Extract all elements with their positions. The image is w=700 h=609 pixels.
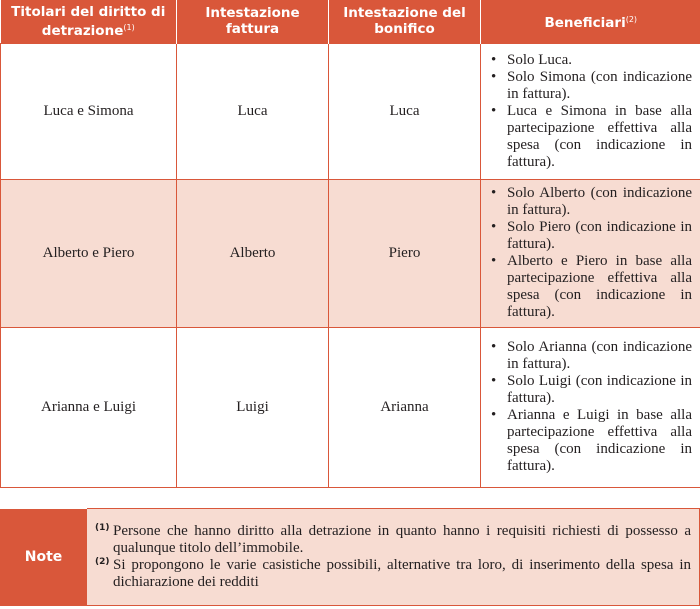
list-item: • Solo Luigi (con indicazione in fattura). [487,373,692,407]
list-item: • Solo Arianna (con indicazione in fattura). [487,339,692,373]
list-item: • Arianna e Luigi in base alla partecipazione effettiva alla spesa (con indicazione in fattura). [487,407,692,475]
beneficiari-list [487,185,692,321]
list-item: • Luca e Simona in base alla partecipazione effettiva alla spesa (con indicazione in fattura). [487,103,692,171]
cell-beneficiari [481,179,700,327]
list-item: • Solo Piero (con indicazione in fattura). [487,219,692,253]
cell-fattura: Luca [177,43,329,179]
cell-titolari: Luca e Simona [1,43,177,179]
cell-bonifico: Arianna [329,327,481,487]
footnote-ref-1: (1) [123,22,135,32]
cell-titolari: Arianna e Luigi [1,327,177,487]
header-titolari-label: Titolari del diritto di detrazione [11,3,166,39]
notes-box [0,508,700,606]
list-item: • Solo Luca. [487,52,692,69]
header-titolari [1,0,177,43]
note-item-1 [95,523,691,557]
footnote-ref-2: (2) [625,14,638,24]
note-item-2 [95,557,691,591]
notes-label: Note [0,509,87,606]
note-text-1: Persone che hanno diritto alla detrazione in quanto hanno i requisiti richiesti di possesso a qualunque titolo dell’immobile. [113,523,691,556]
beneficiari-list [487,339,692,475]
table-row [1,327,700,487]
cell-bonifico: Piero [329,179,481,327]
beneficiari-list [487,52,692,171]
table-row [1,43,700,179]
cell-beneficiari [481,327,700,487]
header-intestazione-bonifico [329,0,481,43]
note-text-2: Si propongono le varie casistiche possibili, alternative tra loro, di inserimento della spesa in dichiarazione dei redditi [113,557,691,590]
cell-fattura: Alberto [177,179,329,327]
notes-body [87,509,700,606]
header-bonifico-label: Intestazione del bonifico [343,5,466,38]
header-fattura-label: Intestazione fattura [205,5,300,38]
list-item: • Alberto e Piero in base alla partecipazione effettiva alla spesa (con indicazione in fattura). [487,253,692,321]
list-item: • Solo Simona (con indicazione in fattura). [487,69,692,103]
note-mark-2: (2) [95,557,110,567]
table-row [1,179,700,327]
header-beneficiari-label: Beneficiari [544,14,626,31]
cell-bonifico: Luca [329,43,481,179]
cell-titolari: Alberto e Piero [1,179,177,327]
cell-beneficiari [481,43,700,179]
list-item: • Solo Alberto (con indicazione in fattura). [487,185,692,219]
header-beneficiari [481,0,700,43]
table-header-row [1,0,700,43]
note-mark-1: (1) [95,523,110,533]
header-intestazione-fattura [177,0,329,43]
cell-fattura: Luigi [177,327,329,487]
